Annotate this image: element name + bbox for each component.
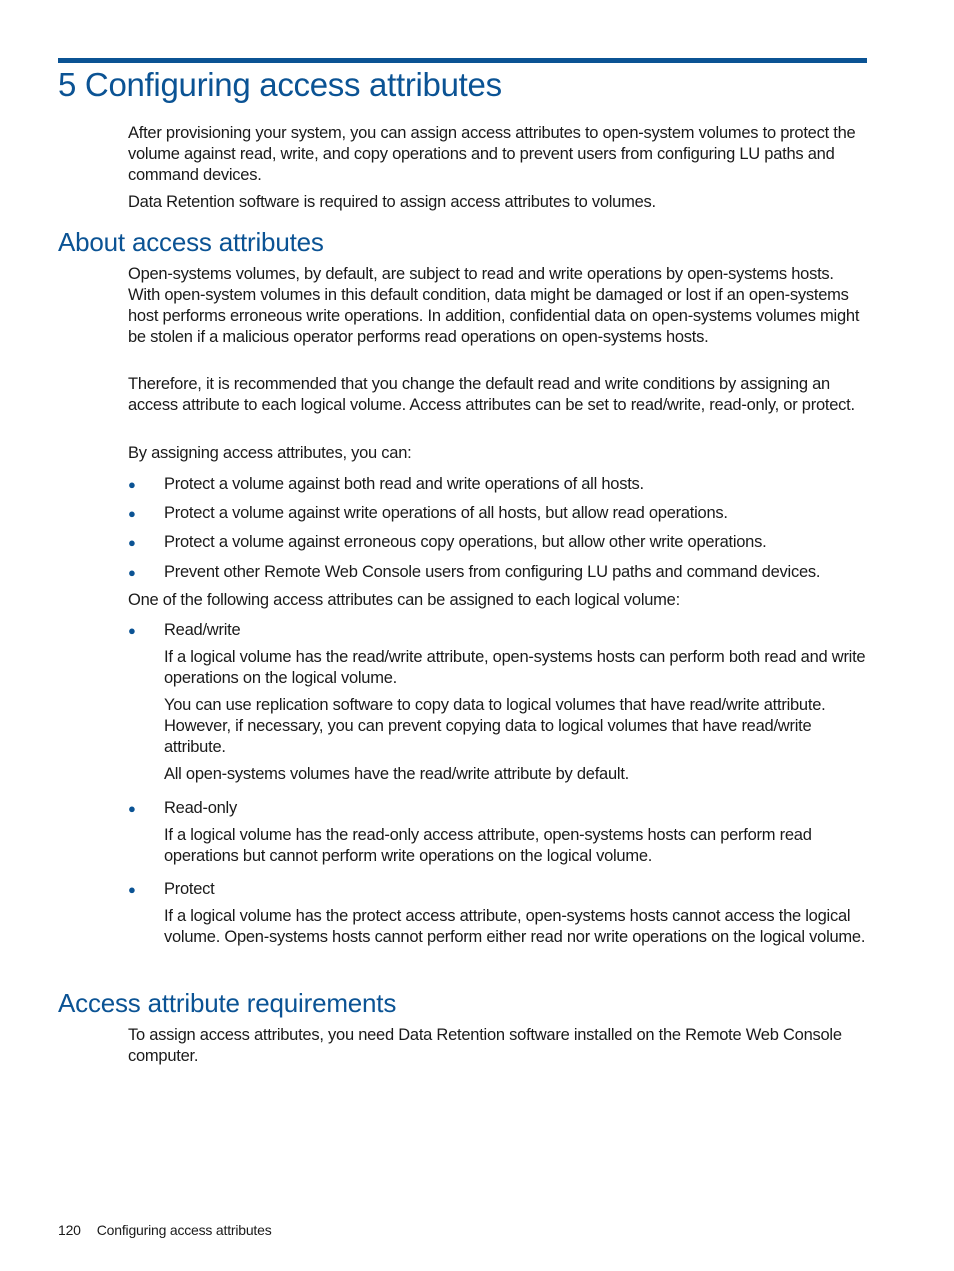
attribute-name: Protect bbox=[164, 880, 215, 898]
running-title: Configuring access attributes bbox=[96, 1222, 272, 1238]
page-number: 120 bbox=[58, 1222, 81, 1238]
list-item-text: Protect a volume against erroneous copy operations, but allow other write operations. bbox=[164, 533, 767, 551]
attribute-name: Read/write bbox=[164, 621, 241, 639]
body-paragraph: Therefore, it is recommended that you change the default read and write conditions by assigning an access attribute to each logical volume. Access attributes can be set to read/write, read-only, or protect. bbox=[128, 375, 855, 414]
bullet-icon: ● bbox=[128, 565, 136, 580]
bullet-icon: ● bbox=[128, 882, 136, 897]
attribute-description: You can use replication software to copy data to logical volumes that have read/write attribute. However, if necessary, you can prevent copying data to logical volumes that have read/write attribute. bbox=[164, 696, 826, 756]
bullet-icon: ● bbox=[128, 477, 136, 492]
attribute-description: If a logical volume has the read-only access attribute, open-systems hosts can perform read operations but cannot perform write operations on the logical volume. bbox=[164, 826, 812, 865]
bullet-icon: ● bbox=[128, 535, 136, 550]
chapter-title: 5 Configuring access attributes bbox=[58, 66, 502, 103]
section-title-about: About access attributes bbox=[58, 227, 324, 257]
attribute-name: Read-only bbox=[164, 799, 237, 817]
list-item-text: Protect a volume against write operations of all hosts, but allow read operations. bbox=[164, 504, 728, 522]
list-item-text: Prevent other Remote Web Console users from configuring LU paths and command devices. bbox=[164, 563, 821, 581]
attribute-description: All open-systems volumes have the read/write attribute by default. bbox=[164, 765, 629, 783]
bullet-icon: ● bbox=[128, 801, 136, 816]
body-paragraph: Open-systems volumes, by default, are subject to read and write operations by open-systems hosts. With open-system volumes in this default condition, data might be damaged or lost if an open-systems host performs erroneous write operations. In addition, confidential data on open-systems volumes might be stolen if a malicious operator performs read operations on open-systems hosts. bbox=[128, 265, 860, 346]
body-paragraph: To assign access attributes, you need Data Retention software installed on the Remote Web Console computer. bbox=[128, 1026, 842, 1065]
body-paragraph: One of the following access attributes can be assigned to each logical volume: bbox=[128, 591, 680, 609]
body-paragraph: By assigning access attributes, you can: bbox=[128, 444, 412, 462]
bullet-icon: ● bbox=[128, 506, 136, 521]
attribute-description: If a logical volume has the read/write attribute, open-systems hosts can perform both read and write operations on the logical volume. bbox=[164, 648, 866, 687]
section-title-requirements: Access attribute requirements bbox=[58, 988, 397, 1018]
page-footer bbox=[58, 1222, 288, 1238]
bullet-icon: ● bbox=[128, 623, 136, 638]
intro-paragraph: After provisioning your system, you can assign access attributes to open-system volumes to protect the volume against read, write, and copy operations and to prevent users from configuring LU paths and command devices. bbox=[128, 124, 856, 184]
chapter-rule bbox=[58, 58, 867, 63]
attribute-description: If a logical volume has the protect access attribute, open-systems hosts cannot access the logical volume. Open-systems hosts cannot perform either read nor write operations on the logical volume. bbox=[164, 907, 866, 946]
intro-paragraph: Data Retention software is required to assign access attributes to volumes. bbox=[128, 193, 656, 211]
list-item-text: Protect a volume against both read and write operations of all hosts. bbox=[164, 475, 644, 493]
